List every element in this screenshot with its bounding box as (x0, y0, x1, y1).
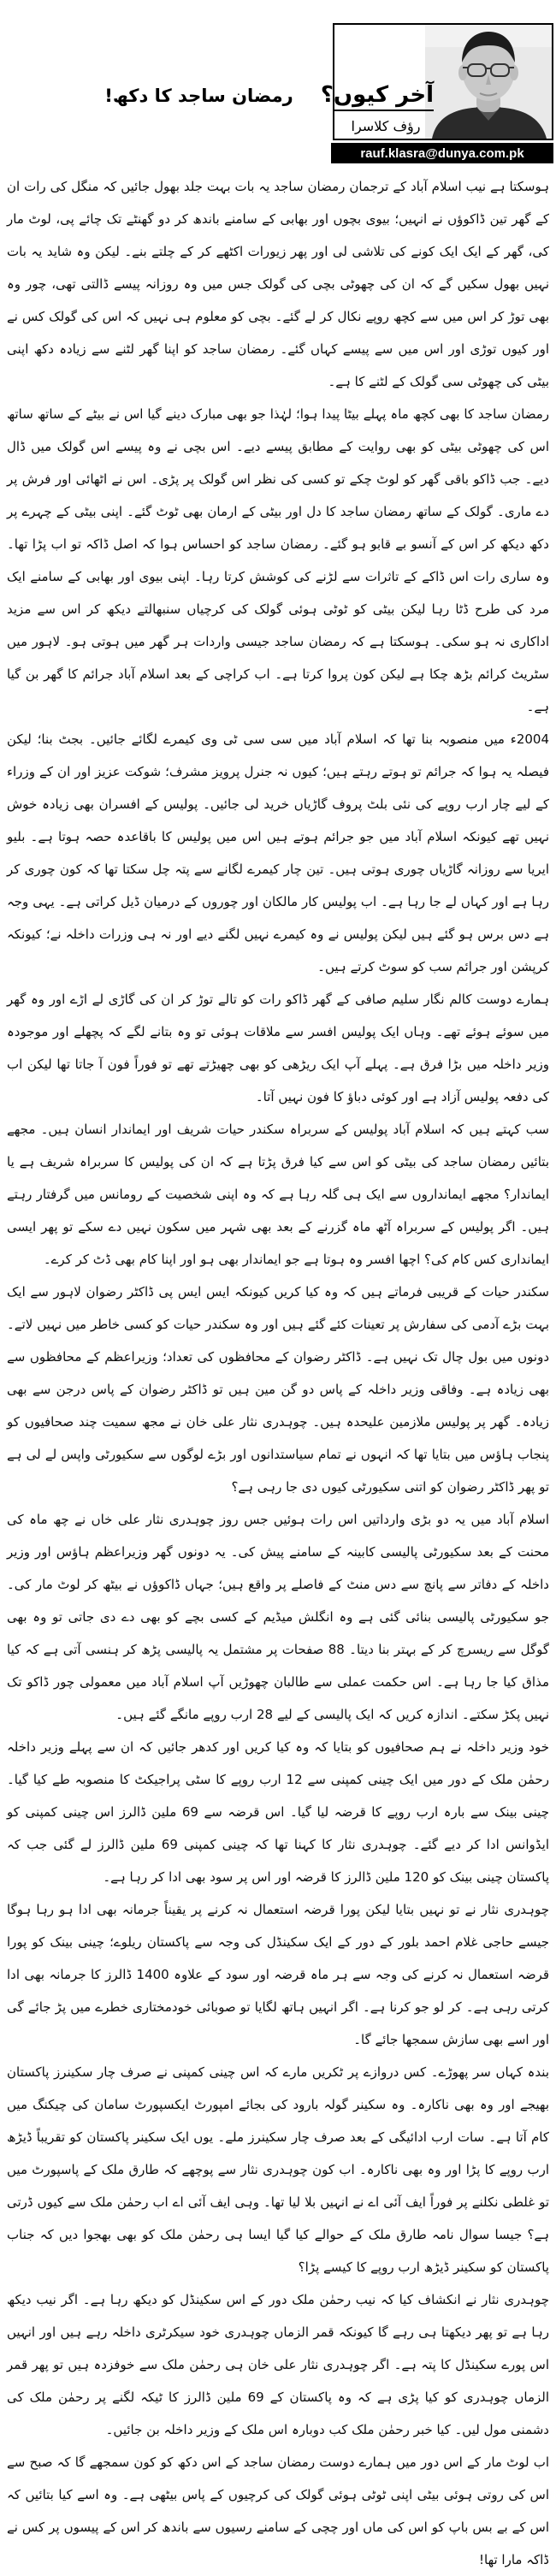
article-body (7, 170, 549, 2576)
article-paragraph: بندہ کہاں سر پھوڑے۔ کس دروازے پر ٹکریں مارے کہ اس چینی کمپنی نے صرف چار سکینرز پاکستان بھیجے اور وہ بھی ناکارہ۔ وہ سکینر گولہ بارود کی بجائے امپورٹ ایکسپورٹ سامان کی چیکنگ میں کام آتا ہے۔ سات ارب ادائیگی کے بعد صرف چار سکینرز ملے۔ یوں ایک سکینر پاکستان کو تقریباً ڈیڑھ ارب روپے کا پڑا اور وہ بھی ناکارہ۔ اب کون چوہدری نثار سے پوچھے کہ طارق ملک کے پاسپورٹ میں تو غلطی نکلنے پر فوراً ایف آئی اے نے انہیں بلا لیا تھا۔ وہی ایف آئی اے اب رحمٰن ملک سے کیوں ڈرتی ہے؟ جیسا سوال نامہ طارق ملک کے حوالے کیا گیا ایسا ہی رحمٰن ملک کو بھی بھجوا دیں کہ جناب پاکستان کو سکینر ڈیڑھ ارب روپے کا کیسے پڑا؟ (7, 2064, 549, 2275)
article-paragraph: سکندر حیات کے قریبی فرماتے ہیں کہ وہ کیا کریں کیونکہ ایس ایس پی ڈاکٹر رضوان لاہور سے ایک بہت بڑے آدمی کی سفارش پر تعینات کئے گئے ہیں اور وہ سکندر حیات کو کسی خاطر میں نہیں لاتے۔ دونوں میں بول چال تک نہیں ہے۔ ڈاکٹر رضوان کے محافظوں کی تعداد؛ وزیراعظم کے محافظوں سے بھی زیادہ ہے۔ وفاقی وزیر داخلہ کے پاس دو گن مین ہیں تو ڈاکٹر رضوان کے پاس درجن سے بھی زیادہ۔ گھر پر پولیس ملازمین علیحدہ ہیں۔ چوہدری نثار علی خان نے مجھ سمیت چند صحافیوں کو پنجاب ہاؤس میں بتایا تھا کہ انہوں نے تمام سیاستدانوں اور بڑے لوگوں سے سکیورٹی واپس لے لی ہے تو پھر ڈاکٹر رضوان کو اتنی سکیورٹی کیوں دی جا رہی ہے؟ (7, 1284, 549, 1495)
article-paragraph: اسلام آباد میں یہ دو بڑی وارداتیں اس رات ہوئیں جس روز چوہدری نثار علی خاں نے چھ ماہ کی محنت کے بعد سکیورٹی پالیسی کابینہ کے سامنے پیش کی۔ یہ دونوں گھر وزیراعظم ہاؤس اور وزیر داخلہ کے دفاتر سے پانچ سے دس منٹ کے فاصلے پر واقع ہیں؛ جہاں ڈاکوؤں نے بیٹھ کر لوٹ مار کی۔ جو سکیورٹی پالیسی بنائی گئی ہے وہ انگلش میڈیم کے کسی بچے کو بھی دے دی جاتی تو وہ بھی گوگل سے ریسرچ کر کے بہتر بنا دیتا۔ 88 صفحات پر مشتمل یہ پالیسی پڑھ کر ہنسی آتی ہے کہ کیا مذاق کیا جا رہا ہے۔ اس حکمت عملی سے طالبان چھوڑیں آپ اسلام آباد میں معمولی چور ڈاکو تک نہیں پکڑ سکتے۔ اندازہ کریں کہ ایک پالیسی کے لیے 28 ارب روپے مانگے گئے ہیں۔ (7, 1512, 550, 1722)
author-email: rauf.klasra@dunya.com.pk (360, 145, 524, 161)
author-photo (425, 25, 552, 139)
author-name: رؤف کلاسرا (351, 118, 421, 134)
article-headline: رمضان ساجد کا دکھ! (104, 86, 293, 106)
article-paragraph: رمضان ساجد کا بھی کچھ ماہ پہلے بیٹا پیدا ہوا؛ لہٰذا جو بھی مبارک دینے گیا اس نے بیٹے کے ساتھ ساتھ اس کی چھوٹی بیٹی کو بھی روایت کے مطابق پیسے دیے۔ اس بچی نے وہ پیسے اس گولک میں ڈال دیے۔ جب ڈاکو باقی گھر کو لوٹ چکے تو کسی کی نظر اس گولک پر پڑی۔ اس نے اٹھائی اور فرش پر دے ماری۔ گولک کے ساتھ رمضان ساجد کا دل اور بیٹی کے ارمان بھی ٹوٹ گئے۔ اپنی بیٹی کے چہرے پر دکھ دیکھ کر اس کے آنسو بے قابو ہو گئے۔ رمضان ساجد کو احساس ہوا کہ اصل ڈاکہ تو اب پڑا تھا۔ وہ ساری رات اس ڈاکے کے تاثرات سے لڑنے کی کوشش کرتا رہا۔ اپنی بیوی اور بھابی کے سامنے ایک مرد کی طرح ڈٹا رہا لیکن بیٹی کو ٹوٹی ہوئی گولک کی کرچیاں سنبھالتے دیکھ کر اس سے مزید اداکاری نہ ہو سکی۔ ہوسکتا ہے کہ رمضان ساجد جیسی واردات ہر گھر میں ہوتی ہو۔ لاہور میں سٹریٹ کرائم بڑھ چکا ہے لیکن کون پروا کرتا ہے۔ اب کراچی کے بعد اسلام آباد جرائم کا گھر بن گیا ہے۔ (7, 406, 549, 714)
column-masthead (320, 23, 553, 140)
article-paragraph: ہوسکتا ہے نیب اسلام آباد کے ترجمان رمضان ساجد یہ بات بہت جلد بھول جائیں کہ منگل کی رات ان کے گھر تین ڈاکوؤں نے انہیں؛ بیوی بچوں اور بھابی کے سامنے باندھ کر دو گھنٹے تک چائے پی، لوٹ مار کی، گھر کے ایک ایک کونے کی تلاشی لی اور پھر زیورات اکٹھے کر کے چلتے بنے۔ لیکن وہ شاید یہ بات نہیں بھول سکیں گے کہ ان کی چھوٹی بچی کی گولک جس میں وہ روزانہ پیسے ڈالتی تھی، چور وہ بھی توڑ کر اس میں سے کچھ روپے نکال کر لے گئے۔ بچی کو معلوم ہی نہیں کہ اس کی گولک کس نے اور کیوں توڑی اور اس میں سے پیسے کہاں گئے۔ رمضان ساجد کو اپنا گھر لٹنے سے زیادہ دکھ اپنی بیٹی کی چھوٹی سی گولک کے لٹنے کا ہے۔ (7, 179, 549, 389)
article-paragraph: سب کہتے ہیں کہ اسلام آباد پولیس کے سربراہ سکندر حیات شریف اور ایماندار انسان ہیں۔ مجھے بتائیں رمضان ساجد کی بیٹی کو اس سے کیا فرق پڑتا ہے کہ ان کی پولیس کا سربراہ شریف ہے یا ایماندار؟ مجھے ایمانداروں سے ایک ہی گلہ رہا ہے کہ وہ اپنی شخصیت کے رومانس میں گرفتار رہتے ہیں۔ اگر پولیس کے سربراہ آٹھ ماہ گزرنے کے بعد بھی شہر میں سکون نہیں دے سکے تو پھر ایسی ایمانداری کس کام کی؟ اچھا افسر وہ ہوتا ہے جو ایماندار بھی ہو اور اپنا کام بھی ڈٹ کر کرے۔ (7, 1122, 549, 1267)
column-title: آخر کیوں؟ (320, 82, 434, 108)
article-paragraph: اب لوٹ مار کے اس دور میں ہمارے دوست رمضان ساجد کے اس دکھ کو کون سمجھے گا کہ صبح سے اس کی روتی ہوئی بیٹی اپنی ٹوٹی ہوئی گولک کی کرچیوں کے پاس بیٹھی ہے۔ وہ اسے کیا بتائیں کہ اس کے بے بس باپ کو اس کی ماں اور چچی کے سامنے رسیوں سے باندھ کر اس کے پیسوں پر کس نے ڈاکہ مارا تھا! (7, 2455, 549, 2567)
article-paragraph: چوہدری نثار نے تو نہیں بتایا لیکن پورا قرضہ استعمال نہ کرنے پر یقیناً جرمانہ بھی ادا ہو رہا ہوگا جیسے حاجی غلام احمد بلور کے دور کے ایک سکینڈل کی وجہ سے پاکستان ریلوے؛ چینی بینک کو پورا قرضہ استعمال نہ کرنے کی وجہ سے ہر ماہ قرضہ اور سود کے علاوہ 1400 ڈالرز کا جرمانہ بھی ادا کرتی رہی ہے۔ کر لو جو کرنا ہے۔ اگر انہیں ہاتھ لگایا تو صوبائی خودمختاری خطرے میں پڑ جائے گی اور اسے بھی سازش سمجھا جائے گا۔ (7, 1902, 550, 2047)
article-paragraph: ہمارے دوست کالم نگار سلیم صافی کے گھر ڈاکو رات کو تالے توڑ کر ان کی گاڑی لے اڑے اور وہ گھر میں سوئے ہوئے تھے۔ وہاں ایک پولیس افسر سے ملاقات ہوئی تو وہ بتانے لگے کہ پچھلے اور موجودہ وزیر داخلہ میں بڑا فرق ہے۔ پہلے آپ ایک ریڑھی کو بھی چھیڑتے تھے تو فوراً فون آ جاتا تھا لیکن اب کی دفعہ پولیس آزاد ہے اور کوئی دباؤ کا فون نہیں آتا۔ (7, 992, 549, 1104)
author-email-bar (331, 143, 553, 163)
article-paragraph: 2004ء میں منصوبہ بنا تھا کہ اسلام آباد میں سی سی ٹی وی کیمرے لگائے جائیں۔ بجٹ بنا؛ لیکن فیصلہ یہ ہوا کہ جرائم تو ہوتے رہتے ہیں؛ کیوں نہ جنرل پرویز مشرف؛ شوکت عزیز اور ان کے وزراء کے لیے چار ارب روپے کی نئی بلٹ پروف گاڑیاں خرید لی جائیں۔ پولیس کے افسران بھی زیادہ خوش نہیں تھے کیونکہ اسلام آباد میں جو جرائم ہوتے ہیں اس میں پولیس کا باقاعدہ حصہ ہوتا ہے۔ بلیو ایریا سے روزانہ گاڑیاں چوری ہوتی ہیں۔ تین چار کیمرے لگانے سے پتہ چل سکتا تھا کہ کون چوری کر رہا ہے اور کہاں لے جا رہا ہے۔ اب پولیس کار مالکان اور چوروں کے درمیان ڈیل کراتی ہے۔ یہی وجہ ہے دس برس ہو گئے ہیں لیکن پولیس نے وہ کیمرے نہیں لگنے دیے اور نہ ہی وزرات داخلہ نے؛ کیونکہ کرپشن اور جرائم سب کو سوٹ کرتے ہیں۔ (7, 731, 549, 974)
article-paragraph: خود وزیر داخلہ نے ہم صحافیوں کو بتایا کہ وہ کیا کریں اور کدھر جائیں کہ ان سے پہلے وزیر داخلہ رحمٰن ملک کے دور میں ایک چینی کمپنی سے 12 ارب روپے کا سٹی پراجیکٹ کا منصوبہ طے کیا گیا۔ چینی بینک سے بارہ ارب روپے کا قرضہ لیا گیا۔ اس قرضہ سے 69 ملین ڈالرز اس چینی کمپنی کو ایڈوانس ادا کر دیے گئے۔ چوہدری نثار کا کہنا تھا کہ چینی کمپنی 69 ملین ڈالرز لے گئی جب کہ پاکستان چینی بینک کو 120 ملین ڈالرز کا قرضہ اور اس پر سود بھی ادا کر رہا ہے۔ (7, 1739, 550, 1885)
title-divider (334, 110, 434, 111)
article-paragraph: چوہدری نثار نے انکشاف کیا کہ نیب رحمٰن ملک دور کے اس سکینڈل کو دیکھ رہا ہے۔ اگر نیب دیکھ رہا ہے تو پھر دیکھتا ہی رہے گا کیونکہ قمر الزماں چوہدری خود سیکرٹری داخلہ رہے ہیں اور انہیں اس پورے سکینڈل کا پتہ ہے۔ اگر چوہدری نثار علی خان ہی رحمٰن ملک سے خوفزدہ ہیں تو پھر قمر الزماں چوہدری کو کیا پڑی ہے کہ وہ پاکستان کے 69 ملین ڈالرز کا ٹیکہ لگنے پر رحمٰن ملک کی دشمنی مول لیں۔ کیا خبر رحمٰن ملک کب دوبارہ اس ملک کے وزیر داخلہ بن جائیں۔ (7, 2292, 550, 2437)
